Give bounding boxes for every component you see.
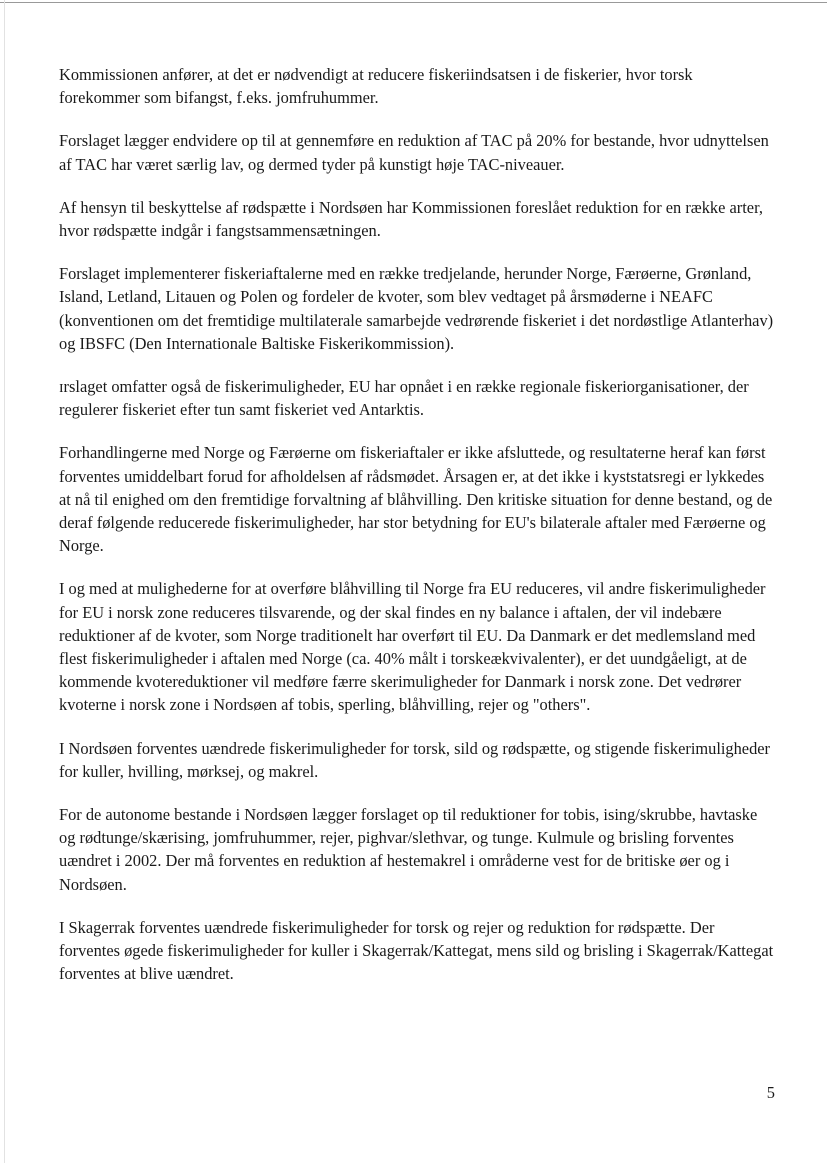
paragraph-tac-reduktion: Forslaget lægger endvidere op til at gennemføre en reduktion af TAC på 20% for bestande, hvor udnyttelsen af TAC har været særlig lav, og dermed tyder på kunstigt høje TAC-niveauer. (59, 131, 769, 174)
paragraph-regionale-organisationer: ɪrslaget omfatter også de fiskerimuligheder, EU har opnået i en række regionale fiskeriorganisationer, der regulerer fiskeriet efter tun samt fiskeriet ved Antarktis. (59, 377, 749, 420)
top-border-line (0, 2, 827, 3)
paragraph-nordsoeen: I Nordsøen forventes uændrede fiskerimuligheder for torsk, sild og rødspætte, og stigende fiskerimuligheder for kuller, hvilling, mørksej, og makrel. (59, 738, 771, 781)
paragraph-blaahvilling: I og med at mulighederne for at overføre blåhvilling til Norge fra EU reduceres, vil andre fiskerimuligheder for EU i norsk zone reduceres tilsvarende, og der skal findes en ny balance i aftalen, der vil indebære reduktioner af de kvoter, som Norge traditionelt har overført til EU. Da Danmark er det medlemsland med flest fiskerimuligheder i aftalen med Norge (ca. 40% målt i torskeækvivalenter), er det uundgåeligt, at de kommende kvotereduktioner vil medføre færre skerimuligheder for Danmark i norsk zone. Det vedrører kvoterne i norsk zone i Nordsøen af tobis, sperling, blåhvilling, rejer og "others". (59, 579, 766, 715)
paragraph-forhandlinger: Forhandlingerne med Norge og Færøerne om fiskeriaftaler er ikke afsluttede, og resultaterne heraf kan først forventes umiddelbart forud for afholdelsen af rådsmødet. Årsagen er, at det ikke i kyststatsregi er lykkedes at nå til enighed om den fremtidige forvaltning af blåhvilling. Den kritiske situation for denne bestand, og de deraf følgende reducerede fiskerimuligheder, har stor betydning for EU's bilaterale aftaler med Færøerne og Norge. (59, 443, 773, 556)
paragraph-skagerrak: I Skagerrak forventes uændrede fiskerimuligheder for torsk og rejer og reduktion for rødspætte. Der forventes øgede fiskerimuligheder for kuller i Skagerrak/Kattegat, mens sild og brisling i Skagerrak/Kattegat forventes at blive uændret. (59, 917, 774, 984)
paragraph-bifangst: Kommissionen anfører, at det er nødvendigt at reducere fiskeriindsatsen i de fiskerier, hvor torsk forekommer som bifangst, f.eks. jomfruhummer. (59, 65, 693, 108)
paragraph-tredjelande: Forslaget implementerer fiskeriaftalerne med en række tredjelande, herunder Norge, Færøerne, Grønland, Island, Letland, Litauen og Polen og fordeler de kvoter, som blev vedtaget på årsmøderne i NEAFC (konventionen om det fremtidige multilaterale samarbejde vedrørende fiskeriet i det nordøstlige Atlanterhav) og IBSFC (Den Internationale Baltiske Fiskerikommission). (59, 264, 774, 353)
scan-left-edge (4, 0, 5, 1163)
page-number: 5 (766, 1083, 775, 1102)
paragraph-roedspaette: Af hensyn til beskyttelse af rødspætte i Nordsøen har Kommissionen foreslået reduktion for en række arter, hvor rødspætte indgår i fangstsammensætningen. (59, 197, 763, 241)
paragraph-autonome-bestande: For de autonome bestande i Nordsøen lægger forslaget op til reduktioner for tobis, ising/skrubbe, havtaske og rødtunge/skærising, jomfruhummer, rejer, pighvar/slethvar, og tunge. Kulmule og brisling forventes uændret i 2002. Der må forventes en reduktion af hestemakrel i områderne vest for de britiske øer og i Nordsøen. (59, 805, 758, 894)
page-body (59, 63, 775, 1006)
